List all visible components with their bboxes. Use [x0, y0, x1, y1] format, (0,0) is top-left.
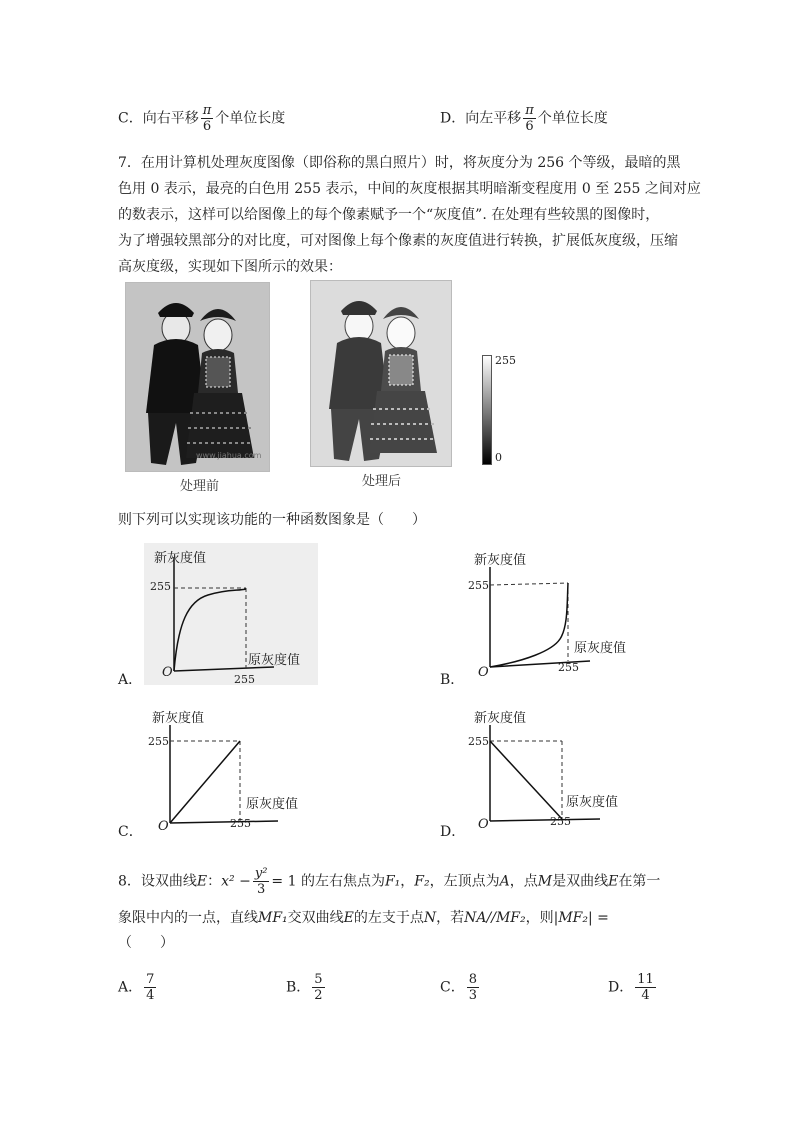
fraction	[635, 972, 656, 1003]
grayscale-bar	[482, 355, 492, 465]
option-text: 个单位长度	[215, 110, 286, 127]
origin-label: O	[158, 819, 169, 834]
graph-option-d	[440, 705, 640, 845]
q7-line: 高灰度级，实现如下图所示的效果：	[118, 259, 342, 275]
math-symbol: E	[343, 910, 354, 926]
math-symbol: A	[499, 873, 510, 890]
denominator: 3	[468, 988, 477, 1003]
text: ，	[400, 873, 415, 890]
q8-line-2	[118, 905, 609, 931]
x-tick-label: 255	[558, 661, 579, 674]
before-illustration	[126, 283, 269, 471]
numerator: 8	[468, 972, 477, 987]
q8-line-1	[118, 866, 660, 897]
graph-option-b	[440, 543, 640, 693]
numerator: 7	[146, 972, 155, 987]
x-tick-label: 255	[550, 815, 571, 828]
y-tick-label: 255	[150, 580, 171, 593]
q8-option-d	[608, 972, 658, 1003]
q7-line: 为了增强较黑部分的对比度，可对图像上每个像素的灰度值进行转换，扩展低灰度级，压缩	[118, 233, 678, 249]
y-axis-label: 新灰度值	[474, 553, 527, 568]
math-symbol: MF₁	[258, 910, 288, 926]
text: ，则	[525, 910, 554, 926]
fraction	[467, 972, 479, 1003]
math-expression: |MF₂| =	[553, 910, 609, 926]
fraction	[201, 103, 214, 134]
math-symbol: F₂	[414, 873, 430, 890]
math-symbol: N	[423, 910, 437, 926]
option-label: B．	[286, 979, 311, 996]
before-caption: 处理前	[180, 479, 220, 494]
graph-option-a	[118, 543, 318, 693]
option-text: 个单位长度	[537, 110, 608, 127]
option-label: C．	[118, 110, 143, 127]
option-label: B．	[440, 672, 465, 688]
math-symbol: E	[608, 873, 619, 890]
after-illustration	[311, 281, 451, 466]
q8-option-b	[286, 972, 327, 1003]
x-axis-label: 原灰度值	[566, 795, 619, 810]
numerator: π	[202, 103, 212, 118]
y-tick-label: 255	[148, 735, 169, 748]
origin-label: O	[162, 665, 173, 680]
x-axis-label: 原灰度值	[246, 797, 299, 812]
denominator: 3	[257, 882, 266, 897]
denominator: 2	[314, 988, 323, 1003]
q7-prompt: 则下列可以实现该功能的一种函数图象是（ ）	[118, 512, 426, 528]
watermark: www.jiahua.com	[196, 451, 262, 460]
x-tick-label: 255	[234, 673, 255, 686]
text: = 1 的左右焦点为	[271, 873, 385, 890]
y-axis-label: 新灰度值	[154, 551, 207, 566]
y-axis-label: 新灰度值	[152, 711, 205, 726]
numerator: π	[525, 103, 534, 118]
denominator: 6	[525, 119, 534, 134]
text: ：	[207, 873, 222, 890]
text: 在第一	[618, 873, 661, 890]
option-label: C．	[440, 979, 465, 996]
option-label: D．	[608, 979, 634, 996]
y-tick-label: 255	[468, 735, 489, 748]
x-tick-label: 255	[230, 817, 251, 830]
text: 是双曲线	[552, 873, 609, 890]
text: ，左顶点为	[429, 873, 500, 890]
q6-option-c	[118, 103, 285, 134]
fraction	[253, 866, 270, 897]
option-label: C．	[118, 824, 143, 840]
fraction	[144, 972, 156, 1003]
numerator: 11	[637, 972, 654, 987]
y-axis-label: 新灰度值	[474, 711, 527, 726]
q7-line: 色用 0 表示，最亮的白色用 255 表示，中间的灰度根据其明暗渐变程度用 0 至 255 之间对应	[118, 181, 701, 197]
q8-option-c	[440, 972, 481, 1003]
text: 象限中内的一点，直线	[118, 910, 258, 926]
q8-option-a	[118, 972, 158, 1003]
denominator: 4	[641, 988, 650, 1003]
math-expression: x² −	[221, 873, 251, 890]
after-caption: 处理后	[362, 474, 402, 489]
scale-min-label: 0	[495, 451, 502, 464]
text: 8．设双曲线	[118, 873, 197, 890]
text: 交双曲线	[287, 910, 344, 926]
photo-after	[310, 280, 452, 467]
option-label: D．	[440, 110, 466, 127]
math-symbol: E	[196, 873, 208, 890]
math-symbol: M	[537, 873, 553, 890]
text: ，若	[436, 910, 465, 926]
option-text: 向右平移	[142, 110, 199, 127]
math-expression: NA//MF₂	[464, 910, 526, 926]
photo-before	[125, 282, 270, 472]
numerator: 5	[314, 972, 323, 987]
option-label: A．	[118, 672, 143, 688]
q7-line: 7．在用计算机处理灰度图像（即俗称的黑白照片）时，将灰度分为 256 个等级，最暗的黑	[118, 155, 681, 171]
q7-line: 的数表示，这样可以给图像上的每个像素赋予一个“灰度值”. 在处理有些较黑的图像时，	[118, 207, 660, 223]
question-7-text	[118, 150, 701, 280]
numerator: y²	[254, 866, 268, 881]
x-axis-label: 原灰度值	[574, 641, 627, 656]
origin-label: O	[478, 665, 489, 680]
text: 的左支于点	[353, 910, 424, 926]
option-label: D．	[440, 824, 466, 840]
x-axis-label: 原灰度值	[248, 653, 301, 668]
math-symbol: F₁	[384, 873, 401, 890]
y-tick-label: 255	[468, 579, 489, 592]
option-label: A．	[118, 979, 143, 996]
fraction	[312, 972, 324, 1003]
fraction	[523, 103, 536, 134]
q8-line-3: （ ）	[118, 935, 174, 951]
text: ，点	[509, 873, 538, 890]
scale-max-label: 255	[495, 354, 516, 367]
denominator: 4	[146, 988, 155, 1003]
origin-label: O	[478, 817, 489, 832]
option-text: 向左平移	[465, 110, 522, 127]
q6-option-d	[440, 103, 608, 134]
graph-option-c	[118, 705, 318, 845]
denominator: 6	[202, 119, 212, 134]
